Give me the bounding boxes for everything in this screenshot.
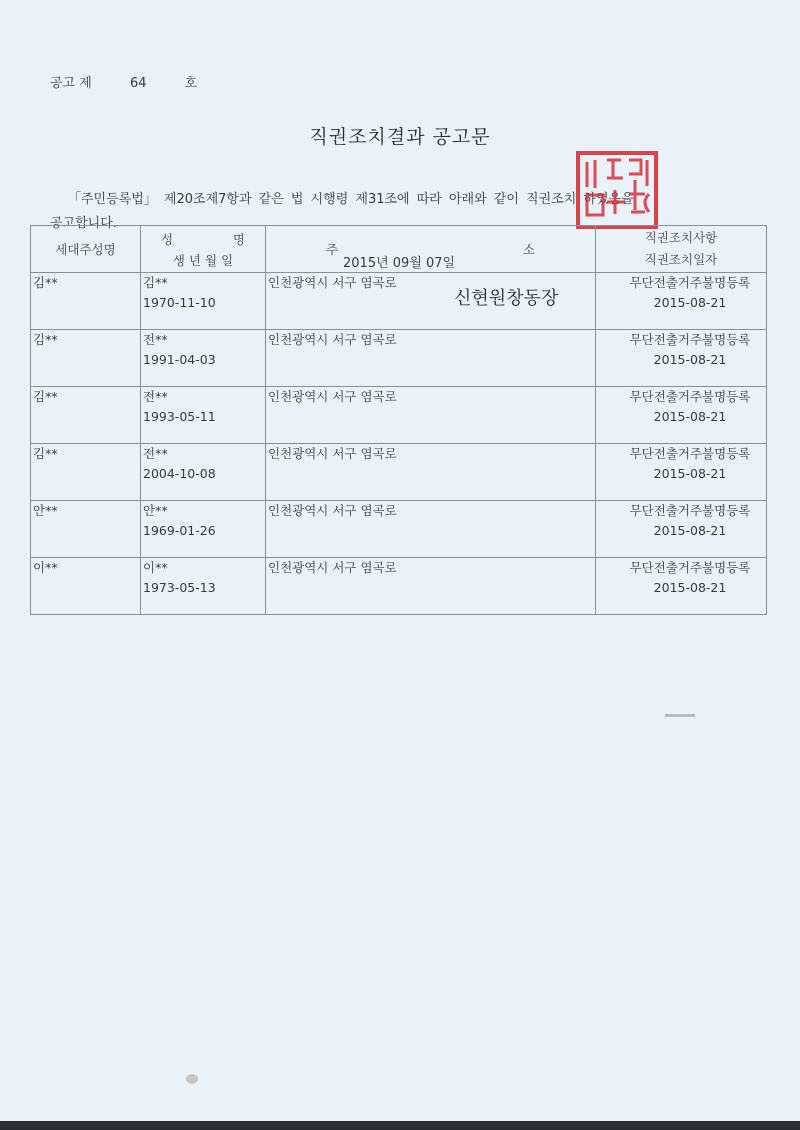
household-head-name: 김**: [33, 446, 58, 461]
household-head-name: 김**: [33, 389, 58, 404]
header-name-b: 명: [232, 232, 245, 247]
cell-address: [266, 387, 596, 444]
cell-action: [596, 501, 767, 558]
action-type: 무단전출거주불명등록: [629, 332, 751, 347]
action-date: 2015-08-21: [653, 466, 727, 481]
page-title: 직권조치결과 공고문: [309, 126, 491, 148]
address: 인천광역시 서구 염곡로: [268, 389, 397, 404]
address: 인천광역시 서구 염곡로: [268, 275, 397, 290]
cell-address: [266, 558, 596, 615]
results-table: [30, 225, 767, 615]
cell-household-head: [31, 558, 141, 615]
cell-action: [596, 558, 767, 615]
cell-name-birth: [141, 387, 266, 444]
header-name-a: 성: [161, 232, 174, 247]
cell-household-head: [31, 501, 141, 558]
cell-household-head: [31, 387, 141, 444]
cell-address: [266, 330, 596, 387]
address: 인천광역시 서구 염곡로: [268, 560, 397, 575]
action-type: 무단전출거주불명등록: [629, 275, 751, 290]
header-address-a: 주: [326, 242, 339, 257]
member-name: 안**: [143, 503, 168, 518]
household-head-name: 이**: [33, 560, 58, 575]
table-row: [31, 273, 767, 330]
scan-bottom-edge: [0, 1121, 800, 1130]
address: 인천광역시 서구 염곡로: [268, 503, 397, 518]
birth-date: 1993-05-11: [143, 409, 216, 424]
cell-name-birth: [141, 330, 266, 387]
cell-name-birth: [141, 444, 266, 501]
table-row: [31, 444, 767, 501]
header-action: [596, 226, 767, 273]
header-birth: 생 년 월 일: [172, 253, 234, 268]
birth-date: 1969-01-26: [143, 523, 216, 538]
action-type: 무단전출거주불명등록: [629, 560, 751, 575]
action-type: 무단전출거주불명등록: [629, 503, 751, 518]
notice-number: [50, 72, 197, 91]
cell-name-birth: [141, 558, 266, 615]
cell-action: [596, 330, 767, 387]
body-text-line-2: 공고합니다.: [50, 216, 117, 231]
action-date: 2015-08-21: [653, 352, 727, 367]
cell-address: [266, 444, 596, 501]
action-date: 2015-08-21: [653, 580, 727, 595]
signer-name: 신현원창동장: [454, 288, 559, 309]
table-header-row: [31, 226, 767, 273]
table-row: [31, 558, 767, 615]
header-action-type: 직권조치사항: [644, 230, 718, 245]
header-name-birth: [141, 226, 266, 273]
cell-address: [266, 273, 596, 330]
action-date: 2015-08-21: [653, 523, 727, 538]
notice-date: 2015년 09월 07일: [343, 256, 456, 271]
action-type: 무단전출거주불명등록: [629, 446, 751, 461]
birth-date: 1991-04-03: [143, 352, 216, 367]
address: 인천광역시 서구 염곡로: [268, 332, 397, 347]
header-action-date: 직권조치일자: [644, 252, 718, 267]
household-head-name: 김**: [33, 275, 58, 290]
notice-number-value: 64: [129, 76, 147, 91]
official-seal-stamp: [575, 150, 659, 230]
address: 인천광역시 서구 염곡로: [268, 446, 397, 461]
notice-prefix: 공고 제: [50, 76, 92, 91]
header-household-head: 세대주성명: [31, 226, 141, 273]
member-name: 전**: [143, 446, 168, 461]
birth-date: 1973-05-13: [143, 580, 216, 595]
header-address: [266, 226, 596, 273]
cell-action: [596, 444, 767, 501]
member-name: 전**: [143, 389, 168, 404]
cell-household-head: [31, 330, 141, 387]
household-head-name: 안**: [33, 503, 58, 518]
member-name: 이**: [143, 560, 168, 575]
cell-name-birth: [141, 501, 266, 558]
table-row: [31, 387, 767, 444]
action-type: 무단전출거주불명등록: [629, 389, 751, 404]
body-text-line-1: 「주민등록법」 제20조제7항과 같은 법 시행령 제31조에 따라 아래와 같이 직권조치 하였음을: [68, 192, 634, 207]
member-name: 김**: [143, 275, 168, 290]
cell-household-head: [31, 444, 141, 501]
cell-address: [266, 501, 596, 558]
header-address-b: 소: [522, 242, 535, 257]
action-date: 2015-08-21: [653, 295, 727, 310]
birth-date: 2004-10-08: [143, 466, 216, 481]
birth-date: 1970-11-10: [143, 295, 216, 310]
cell-household-head: [31, 273, 141, 330]
cell-action: [596, 273, 767, 330]
cell-action: [596, 387, 767, 444]
table-row: [31, 330, 767, 387]
notice-suffix: 호: [184, 76, 198, 91]
table-row: [31, 501, 767, 558]
scan-mark: [665, 714, 695, 717]
member-name: 전**: [143, 332, 168, 347]
household-head-name: 김**: [33, 332, 58, 347]
action-date: 2015-08-21: [653, 409, 727, 424]
scan-smudge: [186, 1074, 198, 1084]
cell-name-birth: [141, 273, 266, 330]
